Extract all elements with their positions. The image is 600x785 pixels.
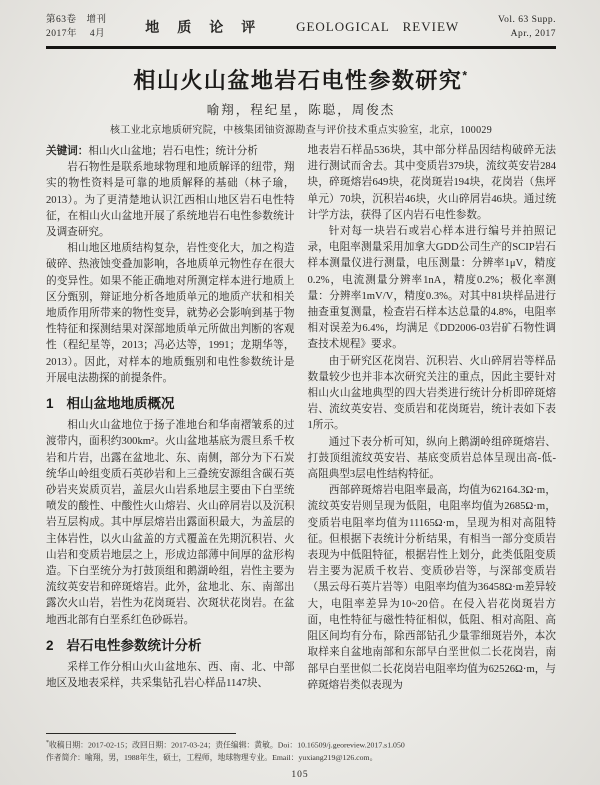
title-footnote-mark: * — [462, 68, 469, 83]
paragraph-section-2-start: 采样工作分相山火山盆地东、西、南、北、中部地区及地表采样，共采集钻孔岩心样品1147块、 — [46, 662, 295, 690]
footnote-divider — [46, 733, 236, 735]
article-body — [46, 143, 556, 719]
section-2-title: 岩石电性参数统计分析 — [66, 637, 202, 653]
journal-title-en: GEOLOGICAL REVIEW — [296, 19, 460, 34]
keywords-text: 相山火山盆地；岩石电性；统计分析 — [88, 146, 258, 157]
article-title-text: 相山火山盆地岩石电性参数研究 — [133, 68, 463, 93]
authors-line: 喻翔，程纪星，陈聪，周俊杰 — [206, 103, 396, 117]
footnote-dates-text: 收稿日期：2017-02-15；改回日期：2017-03-24；责任编辑：黄敏。Doi：10.16509/j.georeview.2017.s1.050 — [49, 741, 405, 750]
paragraph-sampling-continued: 地表岩石样品536块，其中部分样品因结构破碎无法进行测试而舍去。其中变质岩379块，流纹英安岩284块，碎斑熔岩649块，花岗斑岩194块，花岗岩（焦坪单元）70块，沉积岩46块，火山碎屑岩46块。通过统计学方法，获得了区内岩石电性参数。 — [307, 145, 556, 221]
section-heading-2 — [46, 638, 295, 654]
footnote-line-author — [46, 752, 556, 764]
footnote-line-dates — [46, 738, 556, 751]
paragraph-rock-classes: 由于研究区花岗岩、沉积岩、火山碎屑岩等样品数量较少也并非本次研究关注的重点，因此主要针对相山火山盆地典型的四大岩类进行统计分析即碎斑熔岩、流纹英安岩、变质岩和花岗斑岩，统计表如下表1所示。 — [307, 355, 556, 432]
section-1-title: 相山盆地地质概况 — [66, 396, 175, 412]
footnote-author-text: 喻翔，男，1988年生，硕士，工程师，地球物理专业。Email：yuxiang219@126.com。 — [84, 752, 378, 762]
footnote-author-label: 作者简介： — [46, 752, 85, 762]
footnote — [46, 733, 556, 763]
issue-date-en: Apr., 2017 — [510, 29, 556, 39]
journal-masthead — [46, 13, 556, 41]
paragraph-measurement: 针对每一块岩石或岩心样本进行编号并拍照记录，电阻率测量采用加拿大GDD公司生产的SCIP岩石样本测量仪进行测量，电压测量：分辨率1μV，精度0.2%，电流测量分辨率1nA，精度0.2%；极化率测量：分辨率1mV/V，精度0.3%。对其中81块样品进行抽查重复测量，检查岩石样本达总量的4.8%，电阻率相对误差为6.4%，均满足《DD2006-03岩矿石物性调查技术规程》要求。 — [307, 226, 556, 351]
paragraph-structure: 通过下表分析可知，纵向上鹅湖岭组碎斑熔岩、打鼓顶组流纹英安岩、基底变质岩总体呈现出高-低-高阻典型3层电性结构特征。 — [307, 436, 556, 481]
issue-info-right — [498, 13, 556, 41]
keywords-line — [46, 143, 295, 160]
issue-info-left — [46, 13, 107, 41]
page-number: 105 — [291, 770, 309, 780]
paragraph-intro-2: 相山地区地质结构复杂，岩性变化大，加之构造破碎、热液蚀变叠加影响，各地质单元物性存在很大的变异性。如果不能正确地对所测定样本进行地质上区分甄别，辩证地分析各地质单元的地质产状和相关地质作用所带来的物性变异，就势必会影响到基于物性特征和探测结果对深部地质单元所做出判断的客观性（程纪星等，2013；冯必达等，1991；龙期华等，2013）。因此，对样本的地质甄别和电性参数统计是开展电法勘探的前提条件。 — [46, 243, 295, 384]
keywords-label: 关键词： — [46, 145, 89, 157]
paragraph-resistivity-values: 西部碎斑熔岩电阻率最高，均值为62164.3Ω·m，流纹英安岩则呈现为低阻，电阻率均值为2685Ω·m，变质岩电阻率均值为11165Ω·m，呈现为相对高阻特征。但根据下表统计分析结果，有相当一部分变质岩表现为中低阻特征，根据岩性上划分，此类低阻变质岩主要为泥质千枚岩、变质砂岩等，与深部变质岩（黑云母石英片岩等）电阻率均值为36458Ω·m差异较大，电阻率差异为10~20倍。在侵入岩花岗斑岩方面，电性特征与磁性特征相似，低阻、相对高阻、高阻区间均有分布，除西部钻孔少量霏细斑岩外，本次取样来自盆地南部和东部早白垩世似二长花岗岩，南部早白垩世似二长花岗岩电阻率均值为62526Ω·m，与碎斑熔岩类似表现为 — [307, 485, 556, 691]
section-heading-1 — [46, 396, 295, 412]
issue-volume-cn: 第63卷 增刊 — [46, 15, 107, 25]
article-title — [46, 64, 556, 95]
affiliation-line: 核工业北京地质研究院，中核集团铀资源勘查与评价技术重点实验室，北京，100029 — [110, 125, 492, 136]
masthead-divider — [46, 46, 556, 49]
issue-date-cn: 2017年 4月 — [46, 29, 106, 39]
section-1-number: 1 — [46, 396, 54, 412]
issue-volume-en: Vol. 63 Supp. — [497, 15, 556, 25]
journal-title-cn: 地 质 论 评 — [145, 21, 258, 36]
section-2-number: 2 — [46, 637, 54, 653]
paragraph-section-1: 相山火山盆地位于扬子准地台和华南褶皱系的过渡带内，面积约300km²。火山盆地基底为震旦系千枚岩和片岩，出露在盆地北、东、南侧，部分为下石炭统华山岭组变质石英砂岩和上三叠统安源组含碳石英砂岩夹炭质页岩，盖层火山岩系地层主要由下白垩统喷发的酸性、中酸性火山熔岩、火山碎屑岩以及沉积岩互层构成。其中厚层熔岩出露面积最大，为盖层的主体岩性，以火山盆盖的方式覆盖在先期沉积岩、火山岩和变质岩地层之上，形成边部薄中间厚的盆形构造。下白垩统分为打鼓顶组和鹅湖岭组，岩性主要为流纹英安岩和碎斑熔岩。此外，盆地北、东、南部出露次火山岩，岩性为花岗斑岩、次斑状花岗岩。在盆地西北部有白垩系红色砂砾岩。 — [46, 420, 295, 626]
left-column — [46, 143, 295, 719]
paragraph-intro-1: 岩石物性是联系地球物理和地质解译的纽带，翔实的物性资料是可靠的地质解释的基础（林子瑜，2013）。为了更清楚地认识江西相山地区岩石电性特征，在相山火山盆地开展了系统地岩石电性参数统计及调查研究。 — [46, 162, 295, 239]
footnote-mark: * — [46, 740, 49, 747]
right-column — [308, 143, 557, 719]
